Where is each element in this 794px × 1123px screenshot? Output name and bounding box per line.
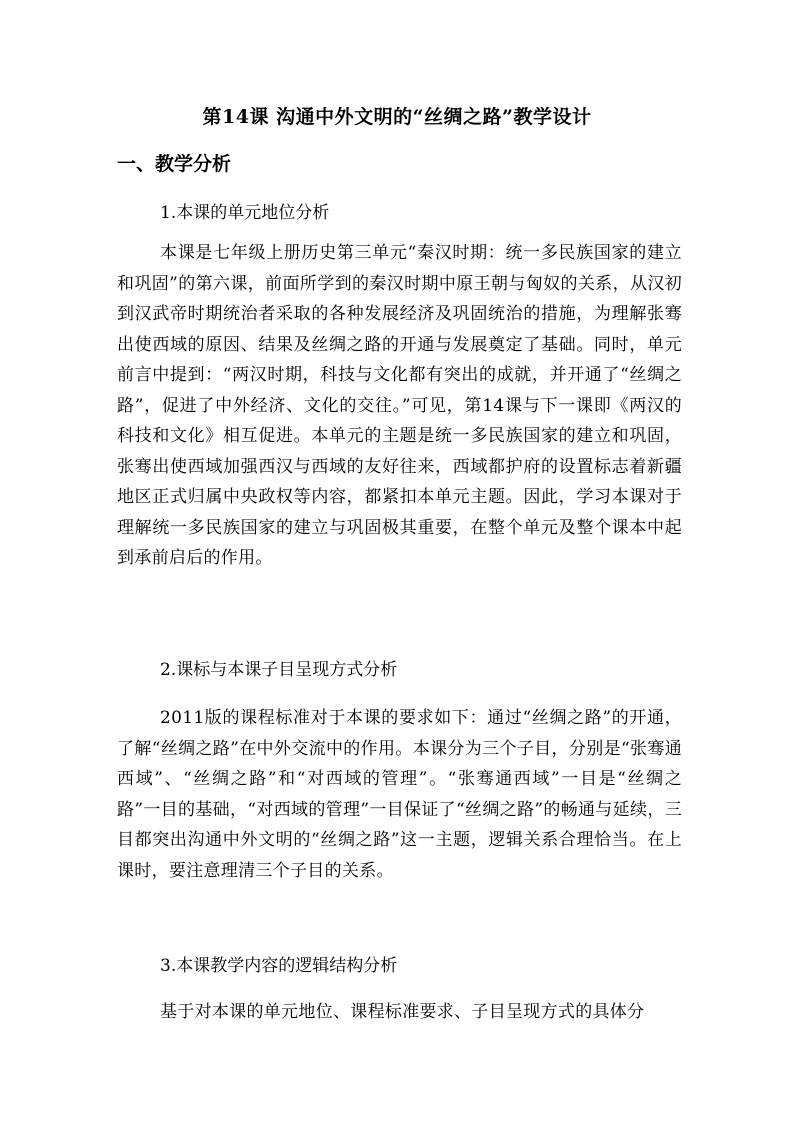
paragraph-logical-structure: 基于对本课的单元地位、课程标准要求、子目呈现方式的具体分 [160, 1002, 645, 1022]
paragraph-unit-position: 本课是七年级上册历史第三单元“秦汉时期：统一多民族国家的建立和巩固”的第六课，前面所学到的秦汉时期中原王朝与匈奴的关系，从汉初到汉武帝时期统治者采取的各种发展经济及巩固统治的措施，为理解张骞出使西域的原因、结果及丝绸之路的开通与发展奠定了基础。同时，单元前言中提到：“两汉时期，科技与文化都有突出的成就，并开通了“丝绸之路”，促进了中外经济、文化的交往。”可见，第14课与下一课即《两汉的科技和文化》相互促进。本单元的主题是统一多民族国家的建立和巩固，张骞出使西域加强西汉与西域的友好往来，西域都护府的设置标志着新疆地区正式归属中央政权等内容，都紧扣本单元主题。因此，学习本课对于理解统一多民族国家的建立与巩固极其重要，在整个单元及整个课本中起到承前启后的作用。 [117, 243, 682, 568]
document-title: 第14课 沟通中外文明的“丝绸之路”教学设计 [202, 106, 592, 128]
subsection-heading-curriculum-standard: 2.课标与本课子目呈现方式分析 [160, 660, 398, 680]
subsection-heading-logical-structure: 3.本课教学内容的逻辑结构分析 [160, 956, 398, 976]
paragraph-curriculum-standard: 2011版的课程标准对于本课的要求如下：通过“丝绸之路”的开通，了解“丝绸之路”在中外交流中的作用。本课分为三个子目，分别是“张骞通西域”、“丝绸之路”和“对西域的管理”。“张骞通西域”一目是“丝绸之路”一目的基础，“对西域的管理”一目保证了“丝绸之路”的畅通与延续，三目都突出沟通中外文明的“丝绸之路”这一主题，逻辑关系合理恰当。在上课时，要注意理清三个子目的关系。 [117, 708, 682, 881]
subsection-heading-unit-position: 1.本课的单元地位分析 [160, 203, 330, 223]
section-heading-teaching-analysis: 一、教学分析 [117, 153, 232, 175]
